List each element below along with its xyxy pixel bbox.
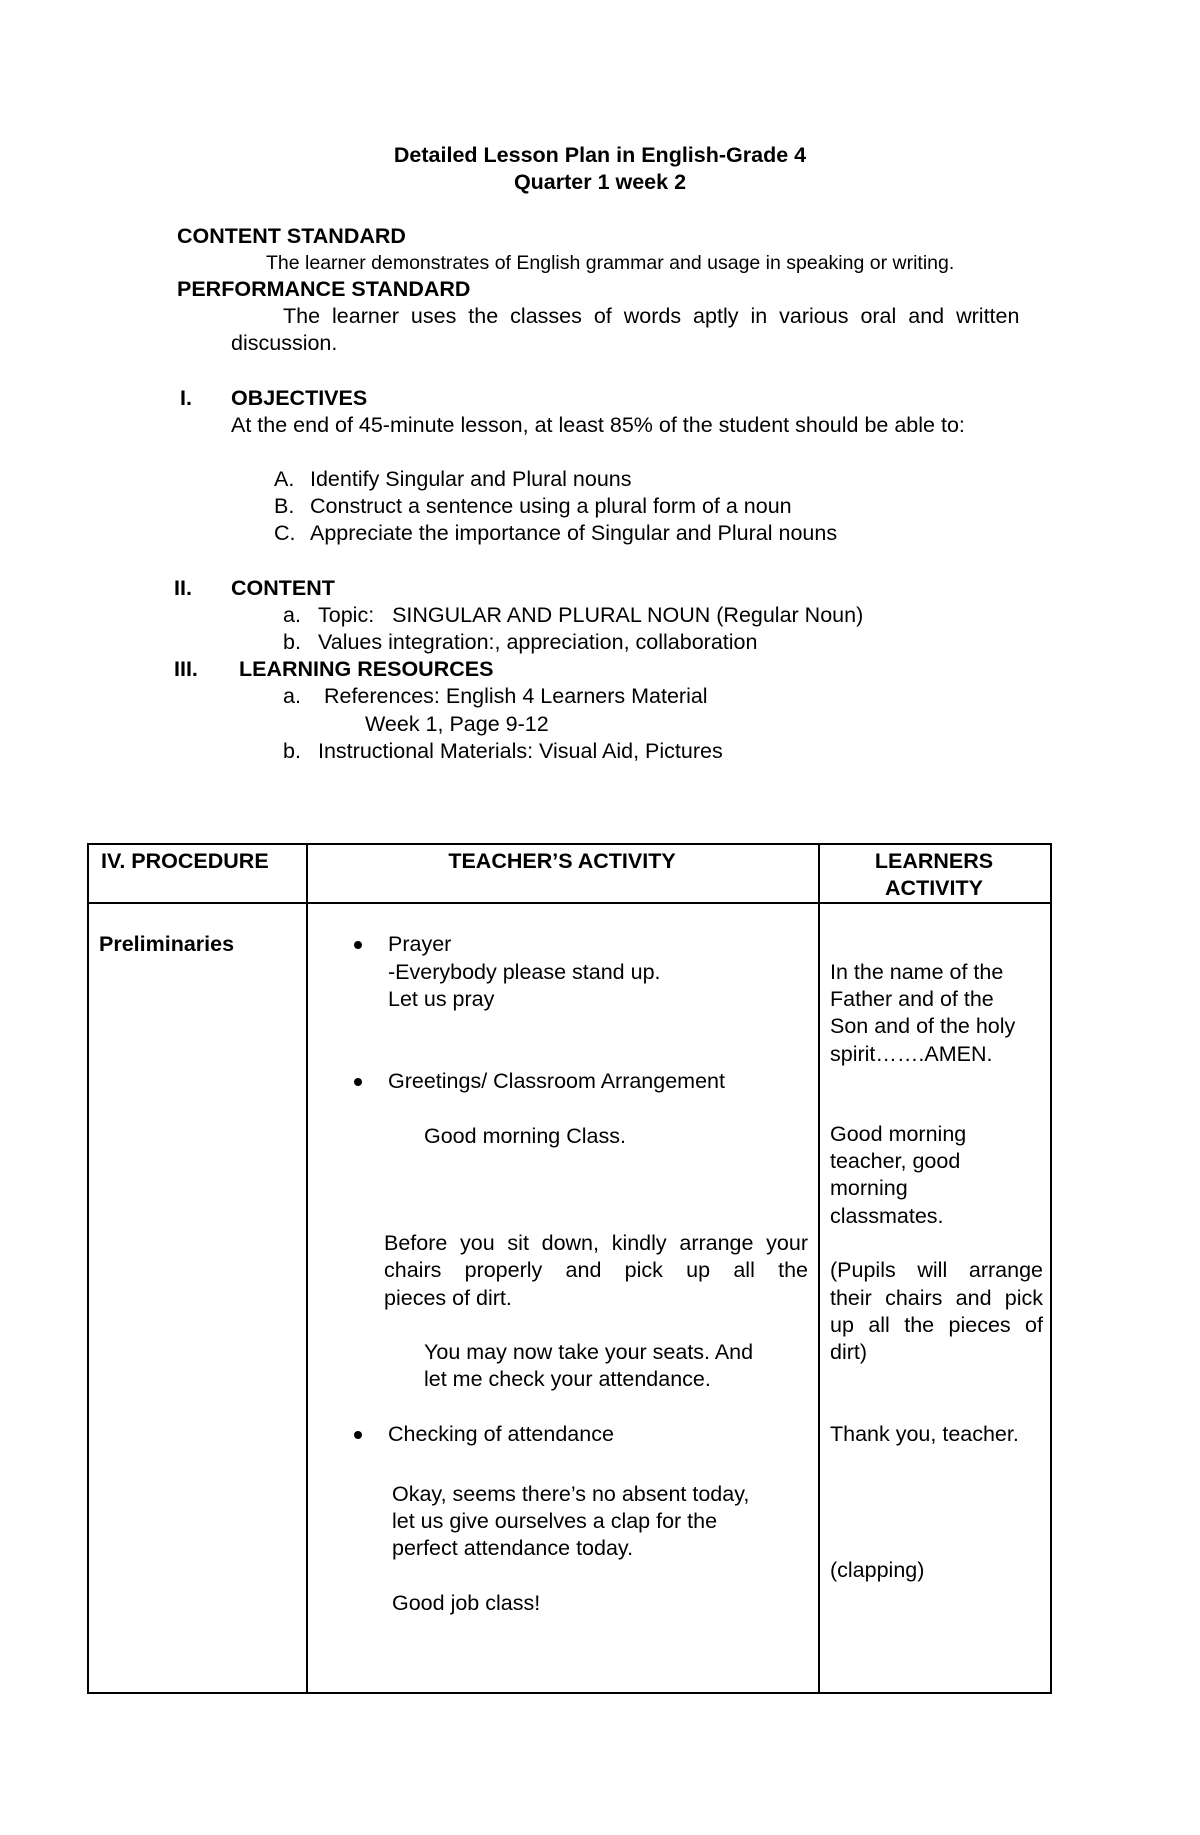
objective-item: Construct a sentence using a plural form of a noun [310, 494, 792, 518]
objective-item: Identify Singular and Plural nouns [310, 467, 632, 491]
header-learners-activity: LEARNERS [874, 849, 994, 873]
objective-marker: C. [274, 521, 296, 545]
teacher-absent-line: Okay, seems there’s no absent today, [392, 1482, 750, 1506]
content-item-values: Values integration:, appreciation, collaboration [318, 630, 758, 654]
resources-heading: LEARNING RESOURCES [239, 657, 494, 681]
teacher-seats-line: You may now take your seats. And [424, 1340, 754, 1364]
objective-marker: A. [274, 467, 295, 491]
teacher-good-job: Good job class! [392, 1591, 541, 1615]
resources-item-references: References: English 4 Learners Material [318, 684, 708, 708]
teacher-seats-line: let me check your attendance. [424, 1367, 711, 1391]
learner-amen-line: Son and of the holy [830, 1014, 1016, 1038]
resources-numeral: III. [174, 657, 198, 681]
learner-arrange-line: their chairs and pick [830, 1286, 1043, 1310]
learner-amen-line: Father and of the [830, 987, 994, 1011]
teacher-arrange-line: pieces of dirt. [384, 1286, 512, 1310]
performance-standard-heading: PERFORMANCE STANDARD [177, 277, 471, 301]
content-heading: CONTENT [231, 576, 335, 600]
learner-arrange-line: (Pupils will arrange [830, 1258, 1043, 1282]
objective-item: Appreciate the importance of Singular and Plural nouns [310, 521, 838, 545]
document-subtitle: Quarter 1 week 2 [513, 170, 687, 194]
document-title: Detailed Lesson Plan in English-Grade 4 [393, 143, 807, 167]
bullet-icon [354, 1431, 362, 1439]
performance-standard-text-cont: discussion. [231, 331, 338, 355]
table-header-divider [89, 902, 1050, 904]
teacher-good-morning: Good morning Class. [424, 1124, 626, 1148]
header-learners-activity-cont: ACTIVITY [885, 876, 983, 900]
teacher-prayer: Prayer [388, 932, 452, 956]
objectives-intro: At the end of 45-minute lesson, at least 85% of the student should be able to: [231, 413, 965, 437]
learner-amen-line: spirit…….AMEN. [830, 1042, 993, 1066]
learner-clapping: (clapping) [830, 1558, 925, 1582]
learner-good-morning-line: morning [830, 1176, 908, 1200]
teacher-absent-line: perfect attendance today. [392, 1536, 634, 1560]
resources-marker: b. [283, 739, 301, 763]
teacher-checking-attendance: Checking of attendance [388, 1422, 614, 1446]
table-column-divider [306, 845, 308, 1692]
table-column-divider [818, 845, 820, 1692]
objective-marker: B. [274, 494, 295, 518]
learner-arrange-line: dirt) [830, 1340, 868, 1364]
performance-standard-text: The learner uses the classes of words aptly in various oral and written [283, 304, 1020, 328]
objectives-heading: OBJECTIVES [231, 386, 368, 410]
teacher-absent-line: let us give ourselves a clap for the [392, 1509, 718, 1533]
content-standard-heading: CONTENT STANDARD [177, 224, 406, 248]
content-marker: b. [283, 630, 301, 654]
learner-arrange-line: up all the pieces of [830, 1313, 1043, 1337]
resources-item-materials: Instructional Materials: Visual Aid, Pictures [318, 739, 723, 763]
learner-amen-line: In the name of the [830, 960, 1004, 984]
learner-good-morning-line: Good morning [830, 1122, 967, 1146]
content-marker: a. [283, 603, 301, 627]
teacher-stand-up: -Everybody please stand up. [388, 960, 661, 984]
content-item-topic: Topic: SINGULAR AND PLURAL NOUN (Regular Noun) [318, 603, 864, 627]
content-numeral: II. [174, 576, 192, 600]
learner-thanks: Thank you, teacher. [830, 1422, 1019, 1446]
header-procedure: IV. PROCEDURE [101, 849, 269, 873]
teacher-greetings: Greetings/ Classroom Arrangement [388, 1069, 725, 1093]
header-teacher-activity: TEACHER’S ACTIVITY [448, 849, 676, 873]
teacher-let-us-pray: Let us pray [388, 987, 495, 1011]
bullet-icon [354, 1078, 362, 1086]
teacher-arrange-line: Before you sit down, kindly arrange your [384, 1231, 808, 1255]
learner-good-morning-line: teacher, good [830, 1149, 961, 1173]
row-label-preliminaries: Preliminaries [99, 932, 235, 956]
objectives-numeral: I. [180, 386, 192, 410]
content-standard-text: The learner demonstrates of English grammar and usage in speaking or writing. [266, 252, 955, 274]
teacher-arrange-line: chairs properly and pick up all the [384, 1258, 808, 1282]
learner-good-morning-line: classmates. [830, 1204, 944, 1228]
bullet-icon [354, 941, 362, 949]
resources-item-week: Week 1, Page 9-12 [365, 712, 549, 736]
resources-marker: a. [283, 684, 301, 708]
